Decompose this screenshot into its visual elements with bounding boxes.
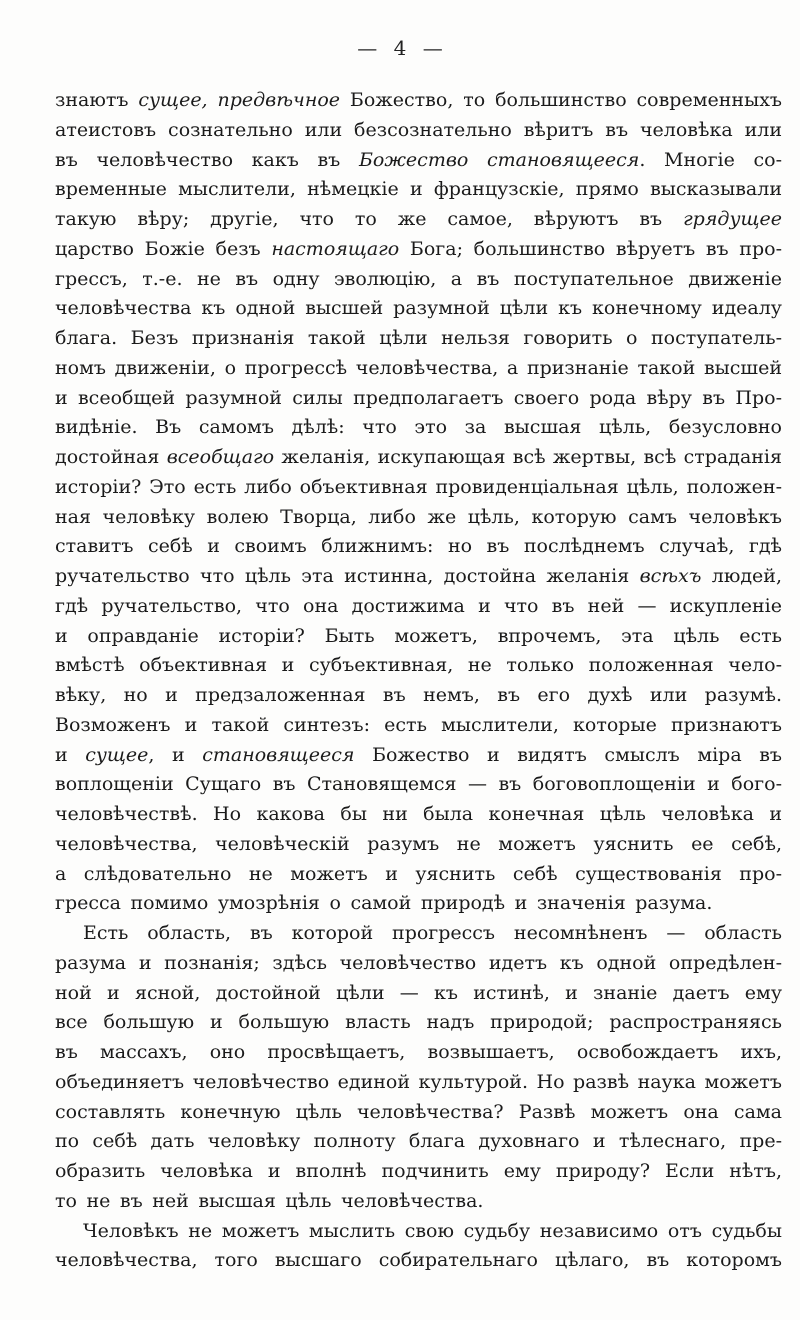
italic-text-run: сущее, предвѣчное [138,89,341,111]
text-run: людей, [701,565,782,587]
text-run: Есть область, въ которой прогрессъ несомнѣненъ — область [83,922,782,944]
italic-text-run: всеобщаго [166,446,275,468]
paragraph [55,86,782,919]
text-line [55,592,782,622]
text-line [55,1008,782,1038]
text-line [55,681,782,711]
text-line [55,86,782,116]
text-line [55,532,782,562]
text-run: человѣчества къ одной высшей разумной цѣли къ конечному идеалу [55,297,782,320]
text-run: видѣніе. Въ самомъ дѣлѣ: что это за высшая цѣль, безусловно [55,416,782,439]
paragraph [55,1217,782,1277]
text-line [55,949,782,979]
text-run: достойная [55,446,167,468]
text-run: человѣчества, того высшаго собирательнаго цѣлаго, въ которомъ [55,1249,782,1272]
text-line [55,800,782,830]
text-line [55,324,782,354]
italic-text-run: сущее [85,743,149,766]
text-line [55,562,782,592]
text-line [55,116,782,146]
text-line [55,473,782,503]
text-line [55,770,782,800]
text-line [55,741,782,771]
text-run: то не въ ней высшая цѣль человѣчества. [55,1189,484,1212]
text-run: Божество и видятъ смыслъ міра въ [354,743,782,766]
text-run: въ человѣчество какъ въ [55,148,359,171]
text-line [55,1217,782,1247]
text-run: гдѣ ручательство, что она достижима и что въ ней — искупленіе [55,594,782,617]
text-run: знаютъ [55,89,139,111]
text-line [55,979,782,1009]
text-line [55,384,782,414]
text-run: Человѣкъ не можетъ мыслить свою судьбу независимо отъ судьбы [83,1219,782,1242]
text-run: ной и ясной, достойной цѣли — къ истинѣ, и знаніе даетъ ему [55,981,782,1004]
text-line [55,175,782,205]
text-run: образить человѣка и вполнѣ подчинить ему природу? Если нѣтъ, [55,1160,782,1182]
text-run: исторіи? Это есть либо объективная провиденціальная цѣль, положен- [55,475,782,498]
text-run: объединяетъ человѣчество единой культурой. Но развѣ наука можетъ [55,1070,782,1093]
text-line [55,146,782,176]
text-line [55,265,782,295]
text-run: , и [148,743,203,766]
text-line [55,354,782,384]
text-run: воплощеніи Сущаго въ Становящемся — въ боговоплощеніи и бого- [55,773,782,796]
text-run: временные мыслители, нѣмецкіе и французскіе, прямо высказывали [55,178,782,201]
text-line [55,860,782,890]
text-line [55,443,782,473]
text-line [55,651,782,681]
page-number: — 4 — [357,36,443,60]
text-line [55,294,782,324]
text-run: Возможенъ и такой синтезъ: есть мыслители, которые признаютъ [55,713,782,736]
text-line [55,830,782,860]
text-run: блага. Безъ признанія такой цѣли нельзя говорить о поступатель- [55,327,782,349]
text-line [55,1127,782,1157]
text-line [55,919,782,949]
text-line [55,1038,782,1068]
text-run: и всеобщей разумной силы предполагаетъ своего рода вѣру въ Про- [55,386,782,409]
text-run: ручательство что цѣль эта истинна, достойна желанія [55,565,640,587]
text-run: Божество, то большинство современныхъ [340,89,782,111]
text-line [55,503,782,533]
italic-text-run: Божество становящееся [358,148,640,171]
italic-text-run: грядущее [683,208,782,230]
text-line [55,205,782,235]
text-run: царство Божіе безъ [55,237,272,260]
text-line [55,1187,782,1217]
text-run: вѣку, но и предзаложенная въ немъ, въ его духѣ или разумѣ. [55,684,782,706]
text-run: вмѣстѣ объективная и субъективная, не только положенная чело- [55,654,782,677]
text-run: человѣчества, человѣческій разумъ не можетъ уяснить ее себѣ, [55,832,782,855]
text-run: атеистовъ сознательно или безсознательно вѣритъ въ человѣка или [55,118,782,141]
italic-text-run: всѣхъ [639,565,702,587]
text-run: человѣчествѣ. Но какова бы ни была конечная цѣль человѣка и [55,803,782,825]
text-run: а слѣдовательно не можетъ и уяснить себѣ существованія про- [55,862,782,885]
text-run: разума и познанія; здѣсь человѣчество идетъ къ одной опредѣлен- [55,951,782,974]
text-run: въ массахъ, оно просвѣщаетъ, возвышаетъ, освобождаетъ ихъ, [55,1041,782,1063]
text-run: и [55,743,86,766]
text-run: Бога; большинство вѣруетъ въ про- [399,237,782,260]
text-line [55,413,782,443]
paragraph [55,919,782,1217]
text-run: и оправданіе исторіи? Быть можетъ, впрочемъ, эта цѣль есть [55,624,782,647]
text-run: все большую и большую власть надъ природой; распространяясь [55,1011,782,1034]
italic-text-run: становящееся [202,743,355,766]
text-run: желанія, искупающая всѣ жертвы, всѣ страданія [274,446,782,468]
text-line [55,1068,782,1098]
text-line [55,889,782,919]
text-run: ная человѣку волею Творца, либо же цѣль, которую самъ человѣкъ [55,505,782,528]
text-run: ставитъ себѣ и своимъ ближнимъ: но въ послѣднемъ случаѣ, гдѣ [55,535,782,558]
text-run: . Многіе со- [639,148,782,171]
text-line [55,235,782,265]
text-line [55,622,782,652]
text-line [55,1098,782,1128]
text-run: номъ движеніи, о прогрессѣ человѣчества, а признаніе такой высшей [55,356,782,379]
text-run: по себѣ дать человѣку полноту блага духовнаго и тѣлеснаго, пре- [55,1130,782,1153]
text-run: гресса помимо умозрѣнія о самой природѣ и значенія разума. [55,892,713,915]
text-block [55,86,782,1276]
text-line [55,1157,782,1187]
text-run: такую вѣру; другіе, что то же самое, вѣруютъ въ [55,208,684,230]
italic-text-run: настоящаго [271,237,400,260]
text-line [55,1246,782,1276]
text-run: грессъ, т.-е. не въ одну эволюцію, а въ поступательное движеніе [55,267,782,290]
text-line [55,711,782,741]
text-run: составлять конечную цѣль человѣчества? Развѣ можетъ она сама [55,1100,782,1123]
